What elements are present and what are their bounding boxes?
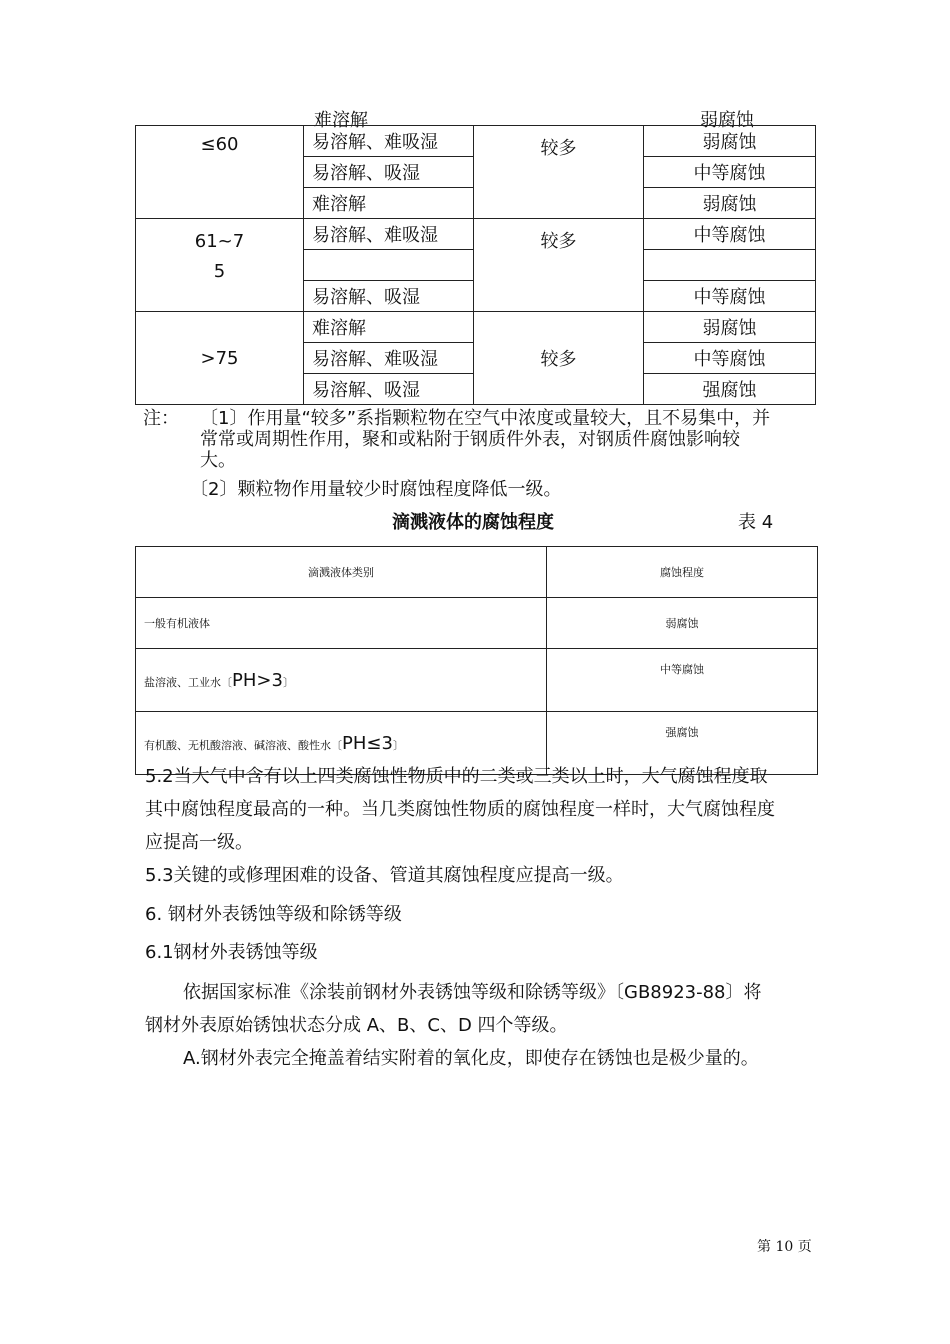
corrosion-degree: 中等腐蚀: [547, 649, 818, 712]
particle-type: 易溶解、难吸湿: [304, 126, 474, 157]
liquid-type: [136, 649, 547, 712]
particle-type: 难溶解: [304, 188, 474, 219]
continuation-type: 难溶解: [314, 110, 368, 131]
liquid-type-text: 一般有机液体: [144, 617, 210, 630]
particle-type: 易溶解、难吸湿: [304, 343, 474, 374]
para-5-2-line-1: 5.2当大气中含有以上四类腐蚀性物质中的二类或三类以上时，大气腐蚀程度取: [145, 766, 768, 787]
table-title: 滴溅液体的腐蚀程度: [392, 512, 554, 533]
corrosion-degree: 中等腐蚀: [644, 343, 816, 374]
corrosion-degree: 弱腐蚀: [644, 312, 816, 343]
table-header: 腐蚀程度: [547, 547, 818, 598]
ph-value: PH>3: [232, 669, 283, 691]
para-grade-a: A.钢材外表完全掩盖着结实附着的氧化皮，即使存在锈蚀也是极少量的。: [183, 1048, 759, 1069]
amount: 较多: [474, 126, 644, 219]
corrosion-degree: 中等腐蚀: [644, 157, 816, 188]
humidity-range: >75: [136, 312, 304, 405]
note-1-line-2: 常常或周期性作用，聚和或粘附于钢质件外表，对钢质件腐蚀影响较: [200, 429, 740, 450]
table-label: 表 4: [738, 512, 774, 533]
note-1-line-3: 大。: [200, 450, 236, 471]
corrosion-degree: 弱腐蚀: [644, 188, 816, 219]
para-5-3: 5.3关键的或修理困难的设备、管道其腐蚀程度应提高一级。: [145, 865, 624, 886]
liquid-type-text: 有机酸、无机酸溶液、碱溶液、酸性水〔: [144, 738, 342, 752]
corrosion-degree: 中等腐蚀: [644, 219, 816, 250]
humidity-range: ≤60: [136, 126, 304, 219]
splash-liquid-table: [135, 546, 818, 775]
particle-type: 易溶解、吸湿: [304, 281, 474, 312]
particle-type: 易溶解、吸湿: [304, 157, 474, 188]
para-standard-line-1: 依据国家标准《涂装前钢材外表锈蚀等级和除锈等级》〔GB8923-88〕将: [183, 982, 762, 1003]
corrosion-table-continued: [135, 125, 816, 405]
note-2: 〔2〕颗粒物作用量较少时腐蚀程度降低一级。: [190, 479, 562, 500]
corrosion-degree: 强腐蚀: [547, 712, 818, 775]
corrosion-degree: 弱腐蚀: [644, 126, 816, 157]
particle-type: 难溶解: [304, 312, 474, 343]
heading-6-1: 6.1钢材外表锈蚀等级: [145, 942, 318, 963]
para-5-2-line-2: 其中腐蚀程度最高的一种。当几类腐蚀性物质的腐蚀程度一样时，大气腐蚀程度: [145, 799, 775, 820]
particle-type: 易溶解、难吸湿: [304, 219, 474, 250]
corrosion-degree: 强腐蚀: [644, 374, 816, 405]
particle-type: 易溶解、吸湿: [304, 374, 474, 405]
bracket-close: 〕: [282, 675, 294, 689]
continuation-degree: 弱腐蚀: [700, 110, 754, 131]
para-5-2-line-3: 应提高一级。: [145, 832, 253, 853]
page-number: 第 10 页: [757, 1239, 812, 1255]
amount: 较多: [474, 219, 644, 312]
humidity-range: 61~7 5: [136, 219, 304, 312]
liquid-type: [136, 598, 547, 649]
notes-label: 注：: [143, 408, 179, 429]
ph-value: PH≤3: [342, 732, 393, 754]
particle-type: [304, 250, 474, 281]
corrosion-degree: 弱腐蚀: [547, 598, 818, 649]
amount: 较多: [474, 312, 644, 405]
heading-6: 6. 钢材外表锈蚀等级和除锈等级: [145, 904, 402, 925]
liquid-type-text: 盐溶液、工业水〔: [144, 675, 232, 689]
corrosion-degree: [644, 250, 816, 281]
note-1-line-1: 〔1〕作用量“较多”系指颗粒物在空气中浓度或量较大，且不易集中，并: [200, 408, 771, 429]
para-standard-line-2: 钢材外表原始锈蚀状态分成 A、B、C、D 四个等级。: [145, 1015, 568, 1036]
table-header: 滴溅液体类别: [136, 547, 547, 598]
corrosion-degree: 中等腐蚀: [644, 281, 816, 312]
bracket-close: 〕: [392, 738, 404, 752]
